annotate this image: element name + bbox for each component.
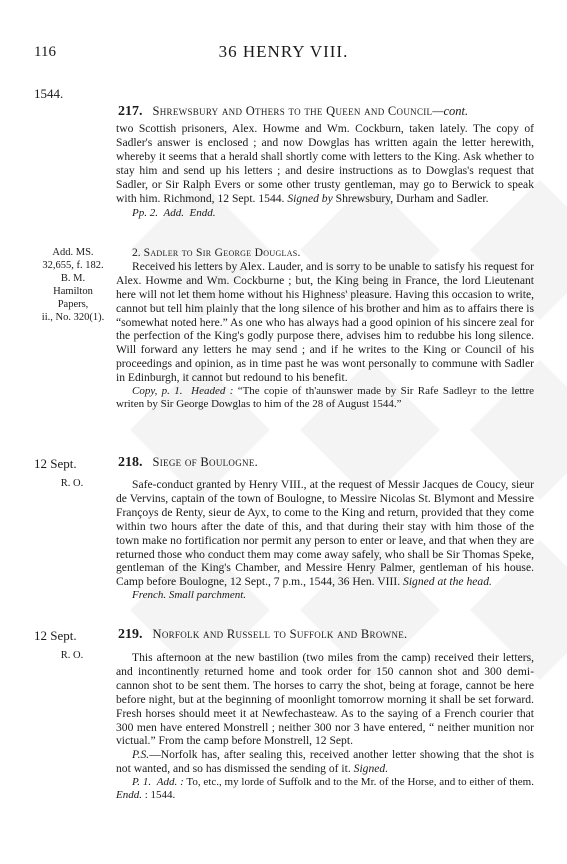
- entry-number: 219.: [118, 627, 143, 642]
- entry-219-body: [116, 651, 534, 802]
- entry-217-heading: [118, 104, 536, 119]
- note-text: French. Small parchment.: [132, 589, 247, 602]
- note-text: “The copie of th'aunswer made by Sir Rafe Sadleyr to the lettre writen by Sir George Dowglas to him of the 28 of August 1544.”: [116, 385, 535, 411]
- entry-218-date: 12 Sept.: [34, 456, 77, 471]
- ps-signed: Signed.: [353, 762, 389, 776]
- entry-217-body: [116, 122, 534, 220]
- entry-title: Siege of Boulogne.: [152, 455, 259, 469]
- entry-217-2-margin-refs: [40, 246, 106, 324]
- entry-219-date: 12 Sept.: [34, 628, 77, 643]
- entry-number: 218.: [118, 455, 143, 470]
- page-number: 116: [34, 44, 56, 60]
- cont-marker: —cont.: [432, 104, 469, 118]
- margin-ref-line: 32,655, f. 182.: [42, 260, 104, 271]
- note-pages: Pp. 2.: [132, 207, 158, 220]
- margin-ref-line: Hamilton: [53, 286, 93, 297]
- entry-217-2-body: [116, 246, 534, 411]
- note-headed: Headed :: [191, 385, 234, 398]
- entry-219-heading: [118, 627, 536, 642]
- signed-names: Shrewsbury, Durham and Sadler.: [335, 191, 489, 205]
- entry-text: two Scottish prisoners, Alex. Howme and Wm. Cockburn, taken lately. The copy of Sadler's answer is enclosed ; and now Dowglas has written again the letter herewith, whereby it seems that a herald shall shortly come with letters to the King. Ask whether to stay him and send up his letters ; and desire instructions as to Dowglas's request that Sadler, or Sir Ralph Evers or some other trusty gentleman, may go to Berwick to speak with him. Richmond, 12 Sept. 1544.: [116, 122, 534, 205]
- entry-218-ref: R. O.: [60, 478, 84, 489]
- entry-text: Safe-conduct granted by Henry VIII., at the request of Messir Jacques de Coucy, sieur de Vervins, captain of the town of Boulogne, to Messire Nicolas St. Blymont and Messire Françoys de Renty, sieur de Ayx, to come to the King and return, provided that they come within two hours after the date of this, and that during their stay with him those of the town make no fortification nor permit any person to enter or leave, and that when they are returned those who conduct them may come away safely, who shall be Sir Thomas Speke, gentleman of the King's Chamber, and Messire Henry Palmer, gentleman of his house. Camp before Boulogne, 12 Sept., 7 p.m., 1544, 36 Hen. VIII.: [116, 478, 534, 589]
- entry-title: Shrewsbury and Others to the Queen and Council: [152, 104, 433, 118]
- running-title: 36 HENRY VIII.: [218, 42, 349, 61]
- entry-number: 217.: [118, 104, 143, 119]
- entry-note: [116, 776, 534, 802]
- note-copy: Copy, p. 1.: [132, 385, 183, 398]
- margin-ref-line: ii., No. 320(1).: [41, 312, 105, 323]
- entry-note: [116, 207, 534, 220]
- entry-note: [116, 589, 534, 602]
- sub-entry-title: Sadler to Sir George Douglas.: [143, 246, 301, 259]
- entry-title: Norfolk and Russell to Suffolk and Browne.: [152, 627, 408, 641]
- entry-219-ref: R. O.: [60, 650, 84, 661]
- ps-text: —Norfolk has, after sealing this, received another letter showing that the shot is not wanted, and so has dismissed the sending of it.: [116, 748, 534, 776]
- margin-ref-line: Add. MS.: [52, 247, 94, 258]
- signed-label: Signed by: [287, 191, 333, 205]
- margin-ref-line: Papers,: [57, 299, 89, 310]
- note-pages: P. 1.: [132, 776, 152, 789]
- signed-note: Signed at the head.: [403, 575, 492, 589]
- note-year: : 1544.: [144, 789, 176, 802]
- ps-label: P.S.: [132, 748, 150, 762]
- entry-218-body: [116, 478, 534, 602]
- sub-entry-number: 2.: [132, 246, 141, 259]
- entry-text: Received his letters by Alex. Lauder, and is sorry to be unable to satisfy his request for Alex. Howme and Wm. Cockburne ; but, the King being in France, the lord Lieutenant here will not let them home without his Highness' pleasure. Having this occasion to write, cannot but tell him plainly that the long silence of his brother and him as to affairs there is “somewhat noted here.” As one who has always had a good opinion of his sincere zeal for the perfection of the King's godly purpose there, advises him to redubbe his long silence. Will forward any letters he may send ; and if he writes to the King or Council of his proceedings and opinion, as in time past he was wont personally to commune with Sadler in Edinburgh, it cannot but redound to his benefit.: [116, 259, 534, 385]
- note-endd: Endd.: [116, 789, 142, 802]
- note-endd: Endd.: [189, 207, 216, 220]
- note-add: Add. :: [156, 776, 184, 789]
- note-add: Add.: [163, 207, 184, 220]
- entry-218-heading: [118, 455, 536, 470]
- entry-note: [116, 385, 534, 411]
- entry-text: This afternoon at the new bastilion (two miles from the camp) received their letters, and incontinently returned home and took order for 150 cannon shot and 300 demi-cannon shot to be sent them. The horses to carry the shot, being at forage, cannot be here before night, but at the beginning of moonlight tomorrow morning it shall be set forward. Fresh horses should meet it at Newfechasteaw. As to the saying of a French courier that 300 men have entered Monstrell ; neither 300 nor 3 have entered, “ neither munition nor victual.” From the camp before Monstrell, 12 Sept.: [116, 651, 534, 748]
- note-text: To, etc., my lorde of Suffolk and to the Mr. of the Horse, and to either of them.: [186, 776, 534, 789]
- page-header: [0, 40, 567, 64]
- margin-ref-line: B. M.: [60, 273, 86, 284]
- margin-year: 1544.: [34, 86, 64, 101]
